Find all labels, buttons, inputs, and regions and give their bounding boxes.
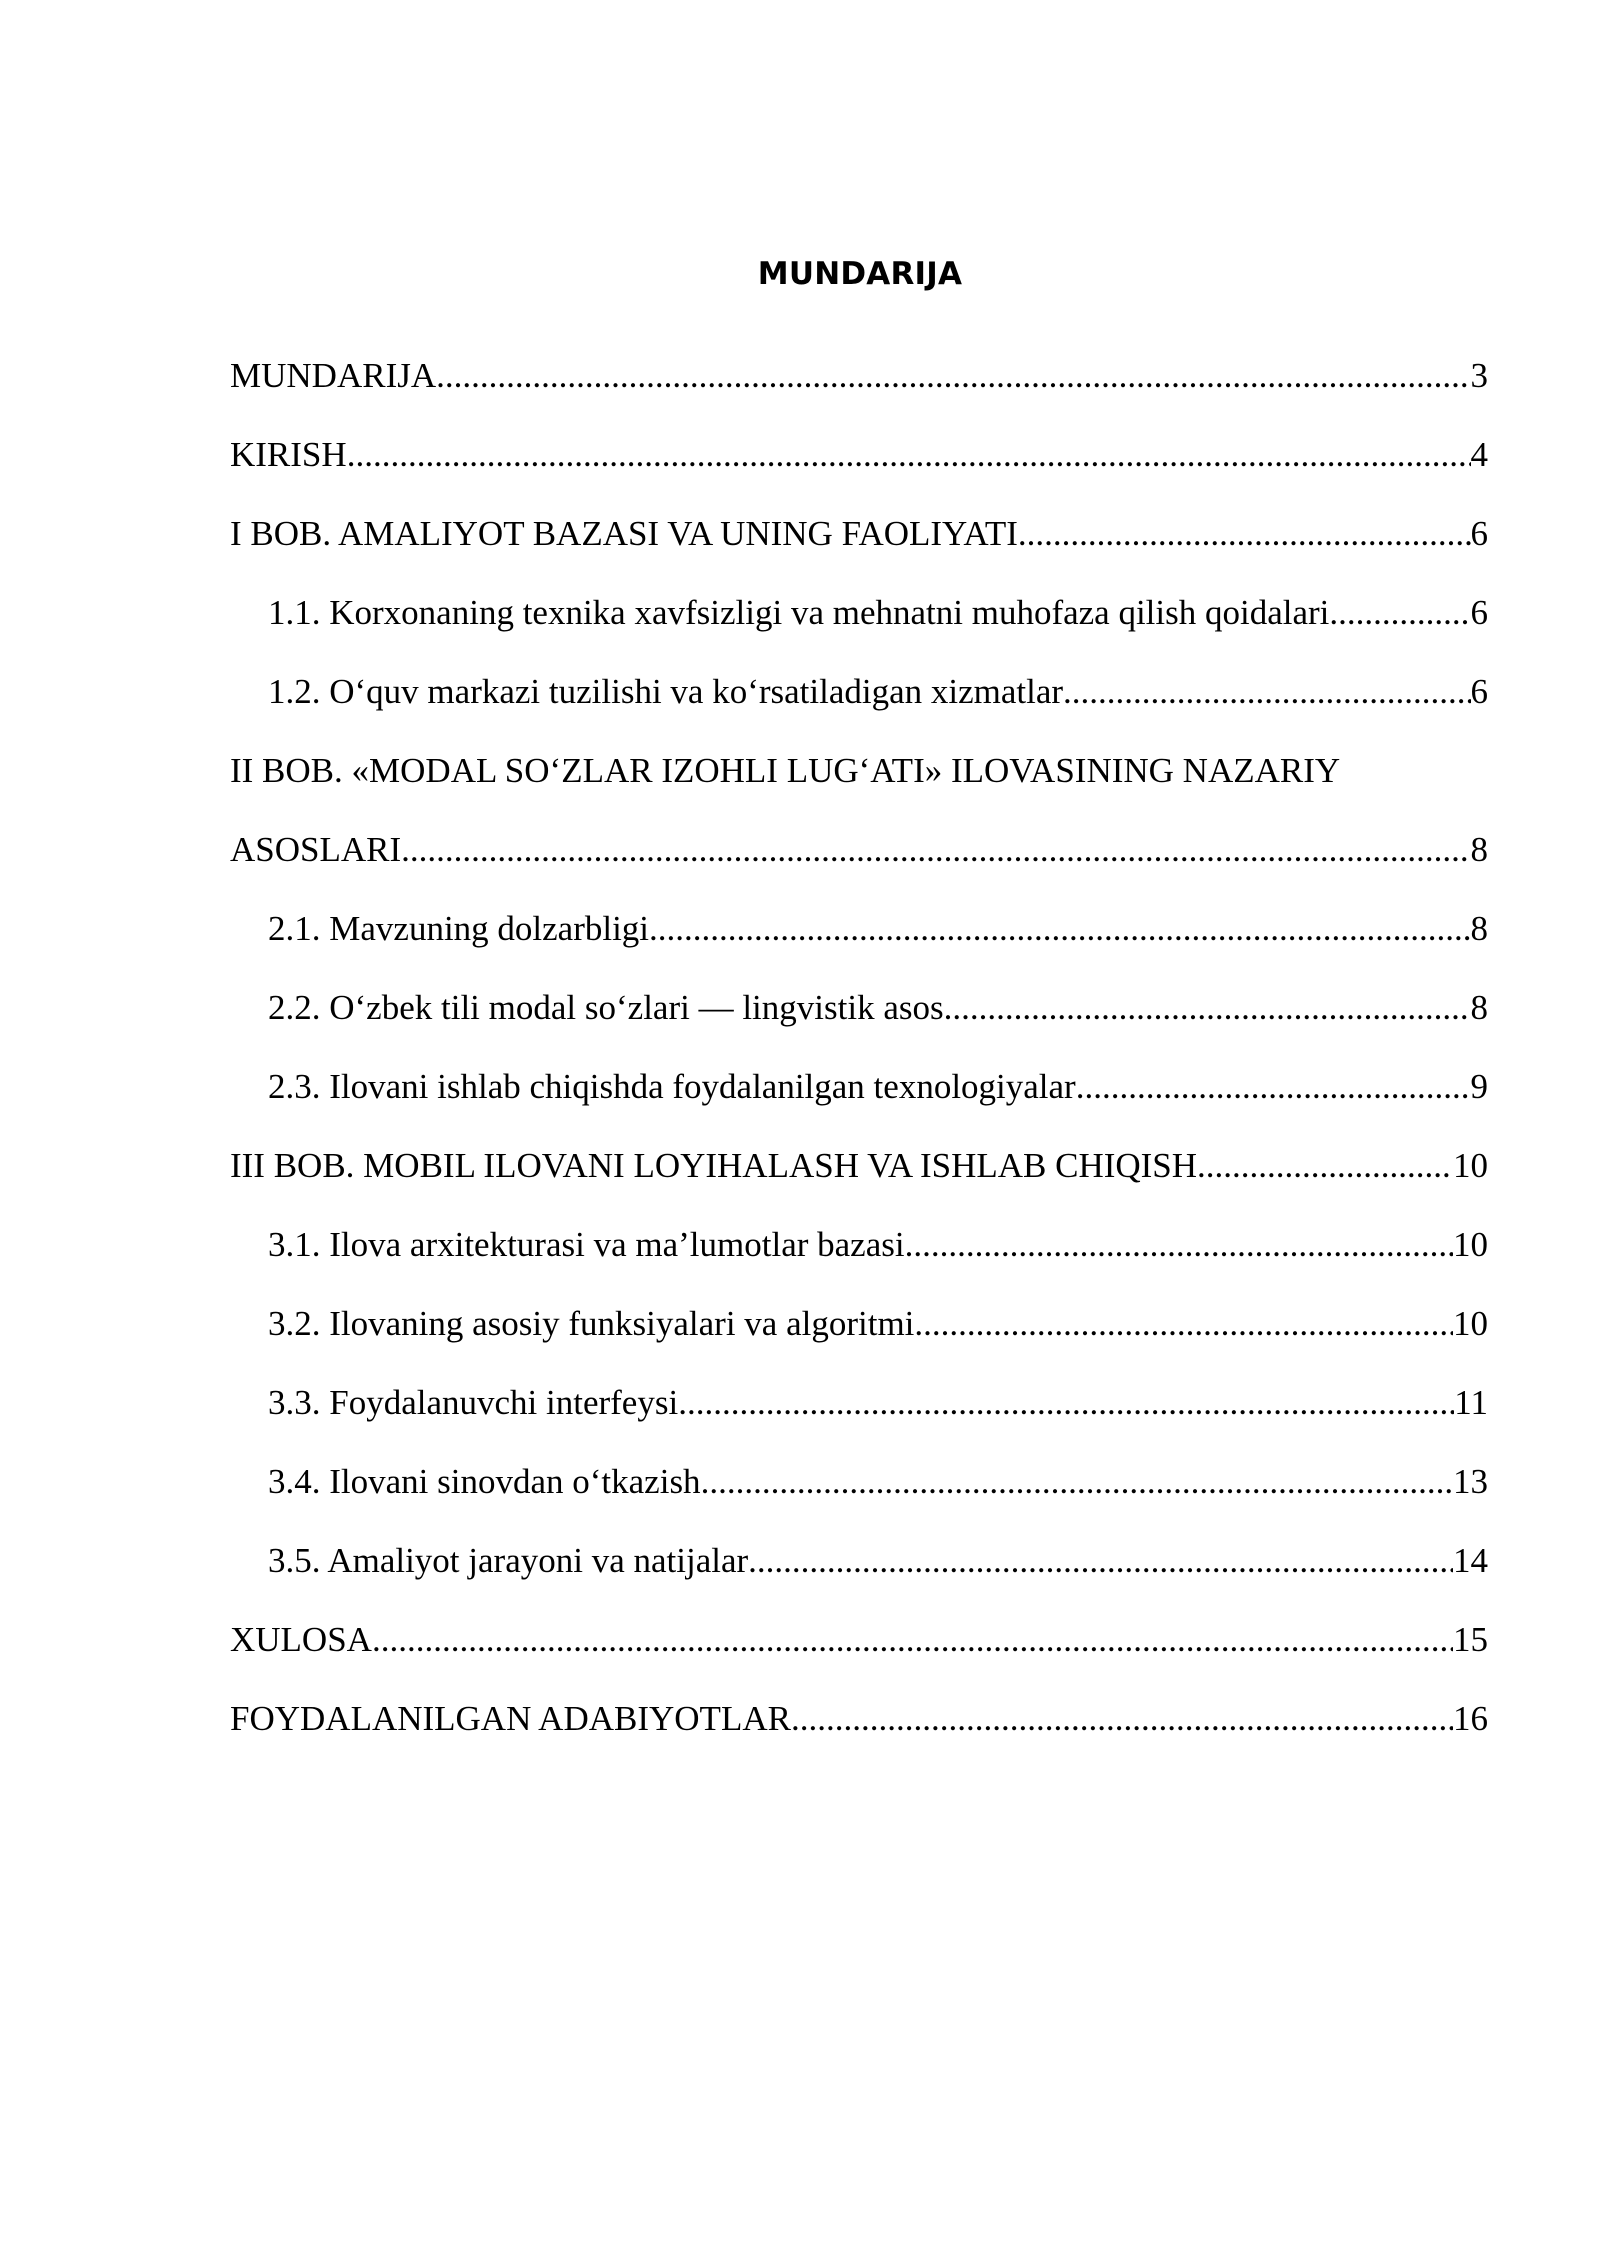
toc-dot-leader	[1076, 1047, 1471, 1126]
toc-entry-section-2-2[interactable]	[230, 968, 1488, 1047]
toc-dot-leader	[372, 1600, 1453, 1679]
toc-entry-xulosa[interactable]	[230, 1600, 1488, 1679]
toc-entry-label: 2.2. O‘zbek tili modal so‘zlari — lingvistik asos	[268, 988, 944, 1027]
toc-entry-section-1-1[interactable]	[230, 573, 1488, 652]
toc-entry-label-line2: ASOSLARI	[230, 830, 402, 869]
toc-dot-leader	[914, 1284, 1453, 1363]
toc-dot-leader	[401, 810, 1470, 889]
toc-entry-label: 3.3. Foydalanuvchi interfeysi	[268, 1383, 679, 1422]
page-title: MUNDARIJA	[757, 256, 963, 292]
toc-dot-leader	[649, 889, 1470, 968]
toc-dot-leader	[748, 1521, 1453, 1600]
toc-entry-mundarija[interactable]	[230, 336, 1488, 415]
toc-dot-leader	[1063, 652, 1470, 731]
toc-entry-label-line1: II BOB. «MODAL SO‘ZLAR IZOHLI LUG‘ATI» ILOVASINING NAZARIY	[230, 751, 1341, 790]
toc-entry-section-3-1[interactable]	[230, 1205, 1488, 1284]
toc-entry-label: 3.4. Ilovani sinovdan o‘tkazish	[268, 1462, 701, 1501]
toc-entry-chapter-3[interactable]	[230, 1126, 1488, 1205]
toc-entry-section-1-2[interactable]	[230, 652, 1488, 731]
toc-page-number: 6	[1470, 514, 1488, 553]
toc-entry-label: FOYDALANILGAN ADABIYOTLAR	[230, 1699, 791, 1738]
toc-entry-label: 1.2. O‘quv markazi tuzilishi va ko‘rsatiladigan xizmatlar	[268, 672, 1064, 711]
toc-page-number: 10	[1453, 1304, 1488, 1343]
toc-page-number: 6	[1470, 672, 1488, 711]
toc-dot-leader	[905, 1205, 1453, 1284]
table-of-contents	[230, 336, 1488, 1758]
toc-page-number: 14	[1453, 1541, 1488, 1580]
toc-entry-label: 3.1. Ilova arxitekturasi va ma’lumotlar bazasi	[268, 1225, 905, 1264]
toc-dot-leader	[347, 415, 1471, 494]
toc-page-number: 8	[1470, 909, 1488, 948]
toc-dot-leader	[1018, 494, 1471, 573]
toc-page-number: 4	[1470, 435, 1488, 474]
toc-entry-label: 2.1. Mavzuning dolzarbligi	[268, 909, 650, 948]
toc-dot-leader	[944, 968, 1471, 1047]
toc-entry-label: 3.2. Ilovaning asosiy funksiyalari va algoritmi	[268, 1304, 915, 1343]
toc-page-number: 8	[1470, 988, 1488, 1027]
toc-entry-adabiyotlar[interactable]	[230, 1679, 1488, 1758]
toc-entry-label: 3.5. Amaliyot jarayoni va natijalar	[268, 1541, 749, 1580]
toc-entry-label: III BOB. MOBIL ILOVANI LOYIHALASH VA ISHLAB CHIQISH	[230, 1146, 1198, 1185]
toc-dot-leader	[1329, 573, 1470, 652]
toc-dot-leader	[436, 336, 1470, 415]
toc-page-number: 16	[1453, 1699, 1488, 1738]
toc-entry-chapter-1[interactable]	[230, 494, 1488, 573]
toc-page-number: 9	[1470, 1067, 1488, 1106]
toc-page-number: 13	[1453, 1462, 1488, 1501]
toc-entry-label: XULOSA	[230, 1620, 372, 1659]
toc-page-number: 3	[1470, 356, 1488, 395]
toc-dot-leader	[701, 1442, 1453, 1521]
toc-entry-section-2-3[interactable]	[230, 1047, 1488, 1126]
toc-page-number: 15	[1453, 1620, 1488, 1659]
toc-entry-label: 1.1. Korxonaning texnika xavfsizligi va mehnatni muhofaza qilish qoidalari	[268, 593, 1330, 632]
toc-entry-section-2-1[interactable]	[230, 889, 1488, 968]
toc-page-number: 10	[1453, 1146, 1488, 1185]
toc-entry-label: I BOB. AMALIYOT BAZASI VA UNING FAOLIYATI	[230, 514, 1018, 553]
toc-dot-leader	[791, 1679, 1453, 1758]
toc-dot-leader	[678, 1363, 1454, 1442]
toc-entry-section-3-5[interactable]	[230, 1521, 1488, 1600]
toc-page-number: 11	[1454, 1383, 1488, 1422]
toc-entry-label: MUNDARIJA	[230, 356, 437, 395]
toc-dot-leader	[1197, 1126, 1453, 1205]
toc-page-number: 10	[1453, 1225, 1488, 1264]
toc-entry-section-3-3[interactable]	[230, 1363, 1488, 1442]
toc-page-number: 8	[1470, 830, 1488, 869]
toc-entry-label: KIRISH	[230, 435, 347, 474]
toc-entry-section-3-2[interactable]	[230, 1284, 1488, 1363]
toc-entry-section-3-4[interactable]	[230, 1442, 1488, 1521]
toc-entry-label: 2.3. Ilovani ishlab chiqishda foydalanilgan texnologiyalar	[268, 1067, 1076, 1106]
toc-entry-chapter-2[interactable]	[230, 731, 1488, 889]
toc-page-number: 6	[1470, 593, 1488, 632]
toc-entry-kirish[interactable]	[230, 415, 1488, 494]
